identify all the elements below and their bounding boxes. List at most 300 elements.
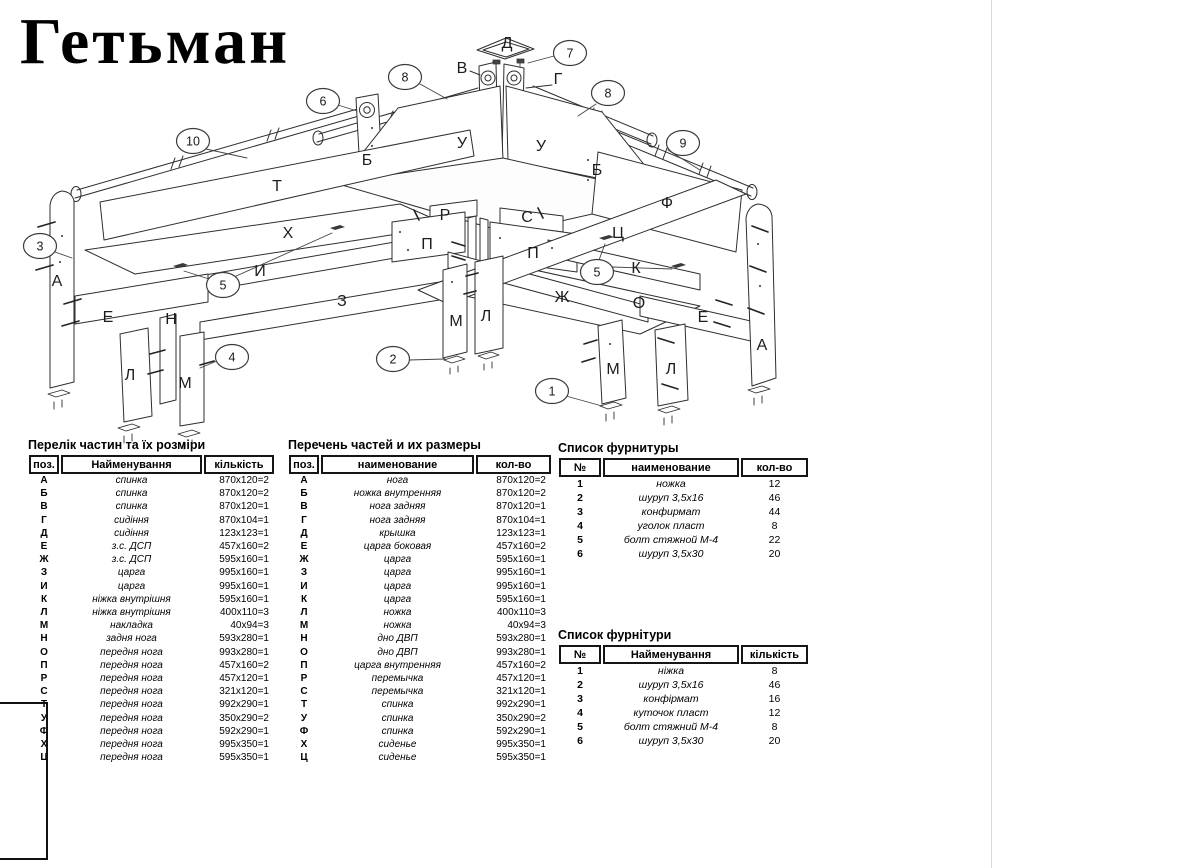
table-row	[559, 505, 808, 519]
cell-qty: 321x120=1	[219, 686, 269, 698]
table-row	[289, 685, 551, 698]
cell-pos: К	[300, 593, 308, 605]
cell-qty: 12	[768, 707, 781, 719]
column-header: Найменування	[603, 645, 739, 664]
cell-pos: 1	[577, 478, 583, 490]
callout-bubble-4	[216, 345, 249, 370]
cell-name: шуруп 3,5х30	[638, 735, 704, 747]
table-row	[559, 678, 808, 692]
cell-qty: 457x160=2	[496, 659, 546, 671]
table-row	[29, 500, 274, 513]
cell-name: уголок пласт	[637, 520, 705, 532]
left-side-rail-e	[75, 274, 208, 324]
part-label-Б: Б	[361, 152, 373, 169]
cell-name: шуруп 3,5х16	[638, 679, 704, 691]
cell-name: царга	[383, 580, 412, 592]
hardware-table-ua	[557, 628, 810, 748]
table-row	[559, 692, 808, 706]
cell-pos: М	[39, 620, 49, 632]
cell-qty: 870x120=1	[219, 501, 269, 513]
cell-pos: И	[40, 580, 48, 592]
cell-qty: 995x160=1	[219, 580, 269, 592]
cell-pos: Ф	[299, 725, 309, 737]
cell-name: нога задняя	[369, 501, 426, 513]
cell-pos: Г	[41, 514, 47, 526]
part-label-Е: Е	[102, 309, 114, 326]
cell-pos: Т	[40, 699, 48, 711]
cell-name: накладка	[110, 620, 153, 632]
table-row	[29, 606, 274, 619]
cell-name: сидіння	[114, 514, 149, 526]
cell-name: царга	[383, 593, 412, 605]
cell-name: дно ДВП	[377, 633, 418, 645]
table-row	[289, 553, 551, 566]
part-label-С: С	[521, 209, 533, 226]
cell-name: ножка	[383, 607, 412, 619]
table-row	[559, 547, 808, 561]
table-title: Перечень частей и их размеры	[288, 438, 481, 452]
cell-qty: 595x160=1	[219, 554, 269, 566]
cell-qty: 350x290=2	[219, 712, 269, 724]
part-label-Г: Г	[553, 71, 563, 88]
cell-pos: 2	[577, 679, 583, 691]
part-label-Д: Д	[501, 35, 513, 52]
part-label-Л: Л	[480, 308, 492, 325]
cell-pos: С	[300, 686, 308, 698]
cell-pos: Р	[40, 673, 48, 685]
cell-qty: 593x280=1	[219, 633, 269, 645]
cell-pos: С	[40, 686, 48, 698]
part-label-Т: Т	[272, 178, 282, 195]
cell-qty: 595x350=1	[496, 752, 546, 764]
cell-pos: П	[40, 659, 48, 671]
cell-name: сидіння	[114, 527, 149, 539]
cell-name: болт стяжний М-4	[623, 721, 719, 733]
cell-pos: М	[299, 620, 309, 632]
cell-pos: 3	[577, 693, 583, 705]
cell-name: спинка	[381, 699, 414, 711]
table-title: Список фурнитуры	[558, 441, 679, 455]
cell-qty: 593x280=1	[496, 633, 546, 645]
cell-qty: 870x120=1	[496, 501, 546, 513]
cell-name: ніжка внутрішня	[92, 607, 171, 619]
cell-pos: У	[40, 712, 48, 724]
cell-qty: 46	[768, 492, 781, 504]
cell-name: передня нога	[100, 699, 163, 711]
table-row	[29, 738, 274, 751]
cell-name: нога	[386, 475, 409, 486]
cell-pos: Р	[300, 673, 308, 685]
column-header: поз.	[29, 455, 59, 474]
cell-qty: 870x104=1	[219, 514, 269, 526]
cell-pos: 6	[577, 548, 583, 560]
cell-pos: Х	[300, 739, 308, 751]
callout-bubble-7	[554, 41, 587, 66]
cell-qty: 870x120=2	[496, 475, 546, 486]
table-row	[289, 593, 551, 606]
cell-name: дно ДВП	[377, 646, 418, 658]
table-row	[289, 606, 551, 619]
svg-text:3: 3	[36, 239, 44, 254]
cell-qty: 995x350=1	[496, 739, 546, 751]
cell-name: ніжка внутрішня	[92, 593, 171, 605]
part-label-А: А	[51, 273, 63, 290]
cell-pos: Д	[40, 527, 48, 539]
cell-qty: 123x123=1	[219, 527, 269, 539]
column-header: Найменування	[61, 455, 202, 474]
cell-name: ножка внутренняя	[353, 488, 442, 500]
table-row	[29, 553, 274, 566]
part-label-Л: Л	[665, 361, 677, 378]
table-row	[289, 540, 551, 553]
table-row	[289, 672, 551, 685]
column-header: №	[559, 645, 601, 664]
cell-pos: 1	[577, 665, 583, 677]
part-label-Ж: Ж	[554, 289, 570, 306]
cell-pos: З	[300, 567, 308, 579]
cell-name: нога задняя	[369, 514, 426, 526]
column-header: №	[559, 458, 601, 477]
table-row	[289, 725, 551, 738]
cell-name: передня нога	[100, 673, 163, 685]
cell-qty: 457x160=2	[219, 659, 269, 671]
cell-name: спинка	[115, 475, 148, 486]
cell-pos: Л	[40, 607, 48, 619]
cell-name: царга внутренняя	[354, 659, 441, 671]
table-row	[29, 659, 274, 672]
cell-qty: 870x120=2	[219, 488, 269, 500]
hardware-table-ru	[557, 441, 810, 561]
right-side-panel-a	[746, 204, 776, 386]
table-row	[289, 646, 551, 659]
cell-name: крышка	[379, 527, 416, 539]
cell-name: царга	[383, 567, 412, 579]
cell-qty: 20	[768, 548, 781, 560]
table-row	[559, 706, 808, 720]
table-row	[289, 527, 551, 540]
svg-text:5: 5	[219, 278, 227, 293]
cell-name: передня нога	[100, 659, 163, 671]
cell-name: спинка	[381, 712, 414, 724]
callout-bubble-8	[592, 81, 625, 106]
cell-qty: 595x160=1	[496, 554, 546, 566]
cell-name: спинка	[381, 725, 414, 737]
table-row	[559, 477, 808, 491]
table-row	[29, 527, 274, 540]
cell-qty: 8	[771, 520, 778, 532]
cell-name: передня нога	[100, 739, 163, 751]
callout-bubble-10	[177, 129, 210, 154]
part-label-У: У	[456, 135, 468, 152]
table-row	[559, 720, 808, 734]
cell-name: задня нога	[106, 633, 157, 645]
cell-qty: 870x120=2	[219, 475, 269, 486]
cell-pos: В	[300, 501, 308, 513]
cell-pos: Ц	[300, 752, 308, 764]
part-label-Ф: Ф	[660, 195, 674, 212]
cell-qty: 457x120=1	[219, 673, 269, 685]
part-label-И: И	[254, 263, 266, 280]
cell-name: спинка	[115, 488, 148, 500]
cell-qty: 8	[771, 721, 778, 733]
cell-qty: 592x290=1	[496, 725, 546, 737]
cell-qty: 870x120=2	[496, 488, 546, 500]
table-row	[29, 474, 274, 487]
svg-text:10: 10	[186, 134, 200, 149]
cell-pos: 6	[577, 735, 583, 747]
callout-bubble-9	[667, 131, 700, 156]
cell-name: сиденье	[378, 739, 417, 751]
callout-bubble-3	[24, 234, 57, 259]
table-row	[29, 514, 274, 527]
table-header-row	[289, 455, 551, 474]
svg-text:8: 8	[604, 86, 612, 101]
table-header-row	[559, 645, 808, 664]
cell-qty: 400x110=3	[219, 607, 269, 619]
cell-pos: О	[300, 646, 308, 658]
table-row	[29, 540, 274, 553]
cell-name: царга	[117, 567, 146, 579]
cell-name: передня нога	[100, 686, 163, 698]
cell-pos: Е	[300, 541, 308, 553]
cell-pos: Б	[300, 488, 308, 500]
cell-name: перемычка	[371, 686, 424, 698]
cell-pos: З	[40, 567, 48, 579]
cell-qty: 995x160=1	[496, 567, 546, 579]
cell-pos: Т	[300, 699, 308, 711]
cell-qty: 40x94=3	[230, 620, 269, 632]
cell-pos: Е	[40, 541, 48, 553]
table-row	[29, 632, 274, 645]
cell-qty: 400x110=3	[496, 607, 546, 619]
svg-text:4: 4	[228, 350, 236, 365]
cell-pos: Д	[300, 527, 308, 539]
cell-pos: Г	[301, 514, 307, 526]
svg-text:9: 9	[679, 136, 687, 151]
callout-bubble-1	[536, 379, 569, 404]
table-row	[289, 500, 551, 513]
cell-name: передня нога	[100, 712, 163, 724]
column-header: кількість	[204, 455, 274, 474]
cell-qty: 22	[768, 534, 781, 546]
column-header: кількість	[741, 645, 808, 664]
table-row	[559, 519, 808, 533]
part-label-О: О	[632, 295, 646, 312]
callout-bubble-5	[207, 273, 240, 298]
table-row	[289, 738, 551, 751]
cell-name: перемычка	[371, 673, 424, 685]
column-header: наименование	[321, 455, 474, 474]
part-label-Р: Р	[439, 207, 451, 224]
table-row	[29, 685, 274, 698]
cell-pos: 2	[577, 492, 583, 504]
table-row	[29, 712, 274, 725]
cell-name: шуруп 3,5х30	[638, 548, 704, 560]
cell-name: передня нога	[100, 646, 163, 658]
cell-pos: Ц	[40, 752, 48, 764]
cell-qty: 992x290=1	[219, 699, 269, 711]
cell-qty: 350x290=2	[496, 712, 546, 724]
table-row	[29, 566, 274, 579]
cell-name: ножка	[383, 620, 412, 632]
page-boundary-line	[991, 0, 992, 868]
part-label-П: П	[527, 245, 539, 262]
table-row	[29, 619, 274, 632]
cell-pos: 5	[577, 721, 583, 733]
cell-pos: Н	[40, 633, 48, 645]
cell-pos: А	[300, 475, 308, 486]
cell-qty: 44	[768, 506, 781, 518]
cell-qty: 995x160=1	[219, 567, 269, 579]
cell-name: конфірмат	[643, 693, 699, 705]
page-title: Гетьман	[20, 5, 291, 78]
svg-text:5: 5	[593, 265, 601, 280]
part-label-Е: Е	[697, 309, 709, 326]
cell-qty: 12	[768, 478, 781, 490]
cell-pos: И	[300, 580, 308, 592]
cell-pos: Ж	[39, 554, 49, 566]
part-label-Ц: Ц	[612, 225, 624, 242]
cell-qty: 595x160=1	[496, 593, 546, 605]
svg-text:8: 8	[401, 70, 409, 85]
cell-qty: 870x104=1	[496, 514, 546, 526]
cell-pos: Б	[40, 488, 48, 500]
svg-text:1: 1	[548, 384, 556, 399]
table-row	[289, 712, 551, 725]
part-label-М: М	[178, 375, 192, 392]
cell-qty: 457x160=2	[219, 541, 269, 553]
part-label-М: М	[449, 313, 463, 330]
table-row	[29, 646, 274, 659]
part-label-З: З	[337, 293, 347, 310]
cell-pos: 4	[577, 520, 583, 532]
table-row	[289, 580, 551, 593]
table-row	[289, 474, 551, 487]
cell-qty: 20	[768, 735, 781, 747]
cell-qty: 993x280=1	[496, 646, 546, 658]
cell-qty: 16	[768, 693, 781, 705]
parts-table-ua	[27, 438, 276, 764]
table-row	[289, 751, 551, 764]
cell-name: передня нога	[100, 752, 163, 764]
table-row	[29, 593, 274, 606]
cell-name: конфирмат	[641, 506, 701, 518]
cell-name: з.с. ДСП	[111, 554, 152, 566]
table-row	[289, 619, 551, 632]
column-header: кол-во	[476, 455, 551, 474]
part-label-Х: Х	[282, 225, 294, 242]
cell-pos: 3	[577, 506, 583, 518]
cell-name: царга боковая	[363, 541, 432, 553]
cell-qty: 993x280=1	[219, 646, 269, 658]
cell-qty: 457x160=2	[496, 541, 546, 553]
table-row	[29, 751, 274, 764]
table-title: Список фурнітури	[558, 628, 672, 642]
cell-pos: В	[40, 501, 48, 513]
cell-pos: 5	[577, 534, 583, 546]
cell-pos: К	[40, 593, 48, 605]
cell-name: болт стяжной М-4	[623, 534, 719, 546]
svg-text:6: 6	[319, 94, 327, 109]
cell-pos: 4	[577, 707, 583, 719]
part-label-Н: Н	[165, 311, 177, 328]
part-label-А: А	[756, 337, 768, 354]
cell-name: передня нога	[100, 725, 163, 737]
table-header-row	[559, 458, 808, 477]
table-row	[29, 698, 274, 711]
table-row	[289, 566, 551, 579]
cell-qty: 992x290=1	[496, 699, 546, 711]
cell-name: сиденье	[378, 752, 417, 764]
cell-pos: А	[40, 475, 48, 486]
table-row	[289, 632, 551, 645]
cell-qty: 595x350=1	[219, 752, 269, 764]
cell-pos: У	[300, 712, 308, 724]
cell-pos: О	[40, 646, 48, 658]
table-row	[289, 487, 551, 500]
svg-text:2: 2	[389, 352, 397, 367]
table-row	[289, 659, 551, 672]
cell-name: ножка	[656, 478, 686, 490]
table-row	[29, 672, 274, 685]
table-row	[289, 698, 551, 711]
cell-qty: 995x350=1	[219, 739, 269, 751]
part-label-Б: Б	[591, 162, 603, 179]
callout-bubble-5	[581, 260, 614, 285]
callout-bubble-2	[377, 347, 410, 372]
cell-qty: 123x123=1	[496, 527, 546, 539]
callout-bubble-6	[307, 89, 340, 114]
cell-pos: П	[300, 659, 308, 671]
cell-qty: 321x120=1	[496, 686, 546, 698]
cell-pos: Ф	[39, 725, 49, 737]
table-row	[289, 514, 551, 527]
cell-name: спинка	[115, 501, 148, 513]
table-row	[29, 725, 274, 738]
table-row	[559, 664, 808, 678]
cell-qty: 592x290=1	[219, 725, 269, 737]
part-label-М: М	[606, 361, 620, 378]
cell-qty: 40x94=3	[507, 620, 546, 632]
column-header: кол-во	[741, 458, 808, 477]
table-row	[559, 491, 808, 505]
cell-name: з.с. ДСП	[111, 541, 152, 553]
table-title: Перелік частин та їх розміри	[28, 438, 206, 452]
cell-pos: Л	[300, 607, 308, 619]
cell-name: ніжка	[657, 665, 685, 677]
cell-qty: 457x120=1	[496, 673, 546, 685]
page-edge-artifact	[0, 702, 48, 860]
cell-name: царга	[383, 554, 412, 566]
callout-bubble-8	[389, 65, 422, 90]
table-header-row	[29, 455, 274, 474]
cell-qty: 46	[768, 679, 781, 691]
svg-text:7: 7	[566, 46, 574, 61]
column-header: поз.	[289, 455, 319, 474]
part-label-К: К	[631, 260, 641, 277]
part-label-У: У	[535, 138, 547, 155]
column-header: наименование	[603, 458, 739, 477]
cell-qty: 8	[771, 665, 778, 677]
part-label-В: В	[456, 60, 468, 77]
part-label-П: П	[421, 236, 433, 253]
table-row	[559, 533, 808, 547]
cell-pos: Ж	[299, 554, 309, 566]
cell-name: шуруп 3,5х16	[638, 492, 704, 504]
cell-qty: 595x160=1	[219, 593, 269, 605]
cell-pos: Х	[40, 739, 48, 751]
cell-name: царга	[117, 580, 146, 592]
